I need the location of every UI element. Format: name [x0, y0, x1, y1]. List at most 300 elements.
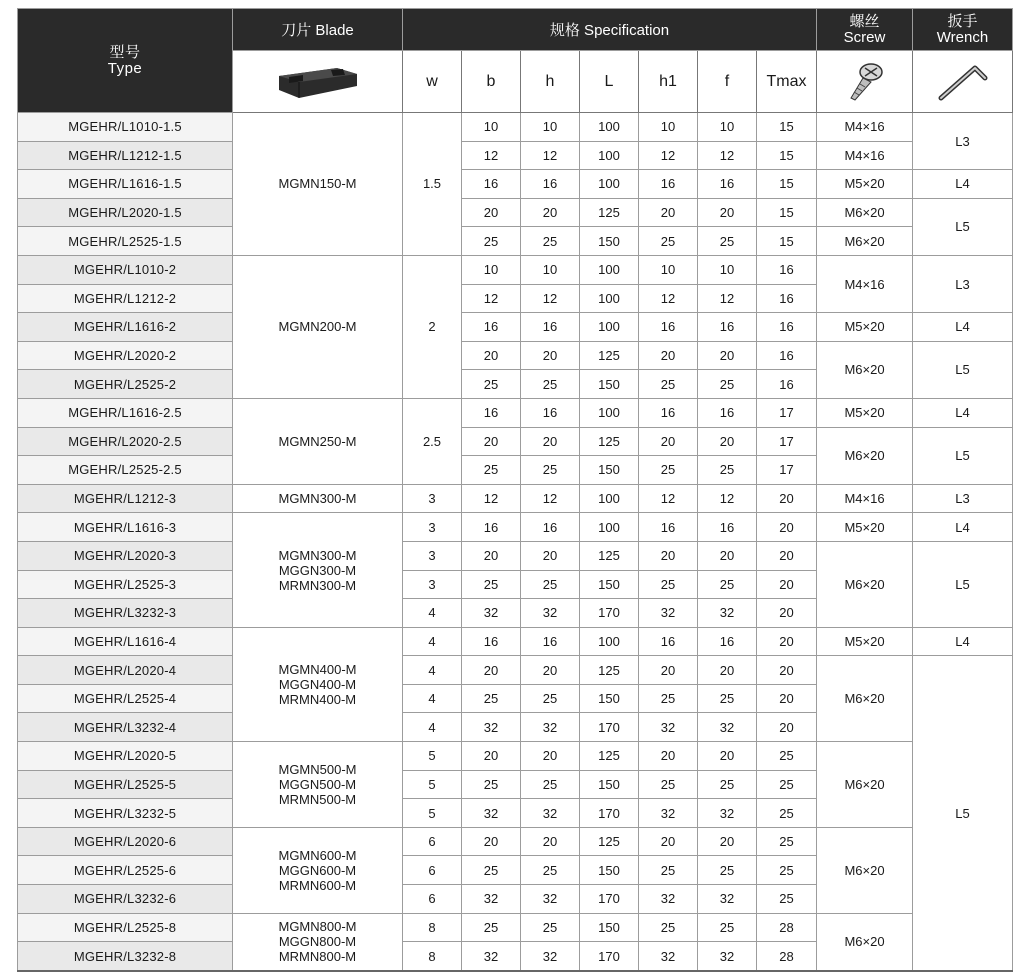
blade-cell [233, 913, 403, 971]
h-cell: 12 [521, 141, 580, 170]
f-cell: 32 [698, 885, 757, 914]
type-cell: MGEHR/L3232-4 [18, 713, 233, 742]
table-row [18, 827, 1013, 856]
f-cell: 20 [698, 827, 757, 856]
f-cell: 20 [698, 341, 757, 370]
header-screw-en: Screw [843, 28, 886, 46]
blade-cell [233, 742, 403, 828]
tmax-cell: 15 [757, 198, 817, 227]
wrench-cell: L5 [913, 198, 1013, 255]
b-cell: 16 [462, 313, 521, 342]
b-cell: 32 [462, 599, 521, 628]
wrench-cell: L4 [913, 313, 1013, 342]
blade-cell [233, 627, 403, 741]
screw-cell: M6×20 [817, 742, 913, 828]
f-cell: 25 [698, 856, 757, 885]
blade-model: MRMN500-M [278, 791, 357, 807]
l-cell: 125 [580, 656, 639, 685]
screw-cell: M4×16 [817, 255, 913, 312]
h-cell: 25 [521, 456, 580, 485]
h-cell: 16 [521, 398, 580, 427]
blade-image-cell [233, 51, 403, 113]
h1-cell: 20 [639, 427, 698, 456]
blade-model: MGMN600-M [278, 847, 357, 863]
table-row [18, 427, 1013, 456]
tmax-cell: 15 [757, 227, 817, 256]
wrench-cell: L3 [913, 255, 1013, 312]
b-cell: 25 [462, 913, 521, 942]
b-cell: 20 [462, 198, 521, 227]
f-cell: 32 [698, 599, 757, 628]
table-row [18, 913, 1013, 942]
wrench-cell: L5 [913, 541, 1013, 627]
h1-cell: 25 [639, 370, 698, 399]
f-cell: 20 [698, 427, 757, 456]
h1-cell: 32 [639, 799, 698, 828]
h1-cell: 16 [639, 170, 698, 199]
f-cell: 20 [698, 541, 757, 570]
blade-model: MGMN200-M [278, 319, 357, 335]
b-cell: 20 [462, 827, 521, 856]
type-cell: MGEHR/L3232-5 [18, 799, 233, 828]
tmax-cell: 25 [757, 742, 817, 771]
tmax-cell: 20 [757, 627, 817, 656]
type-cell: MGEHR/L1616-2 [18, 313, 233, 342]
b-cell: 25 [462, 456, 521, 485]
l-cell: 100 [580, 170, 639, 199]
blade-cell [233, 827, 403, 913]
b-cell: 32 [462, 942, 521, 971]
table-row [18, 341, 1013, 370]
type-cell: MGEHR/L2525-1.5 [18, 227, 233, 256]
h-cell: 16 [521, 170, 580, 199]
l-cell: 100 [580, 484, 639, 513]
wrench-cell: L3 [913, 113, 1013, 170]
b-cell: 20 [462, 427, 521, 456]
l-cell: 100 [580, 313, 639, 342]
type-cell: MGEHR/L2525-4 [18, 684, 233, 713]
f-cell: 25 [698, 227, 757, 256]
type-cell: MGEHR/L3232-8 [18, 942, 233, 971]
table-row [18, 113, 1013, 142]
h-cell: 16 [521, 313, 580, 342]
header-type-en: Type [107, 59, 143, 77]
tmax-cell: 17 [757, 456, 817, 485]
h1-cell: 16 [639, 513, 698, 542]
blade-cell [233, 255, 403, 398]
screw-cell: M6×20 [817, 198, 913, 227]
w-cell: 4 [403, 656, 462, 685]
b-cell: 10 [462, 255, 521, 284]
blade-cell [233, 398, 403, 484]
screw-cell: M6×20 [817, 827, 913, 913]
wrench-image-cell [913, 51, 1013, 113]
l-cell: 170 [580, 799, 639, 828]
w-cell: 5 [403, 770, 462, 799]
h1-cell: 32 [639, 599, 698, 628]
type-cell: MGEHR/L1010-2 [18, 255, 233, 284]
table-row [18, 141, 1013, 170]
w-cell: 4 [403, 684, 462, 713]
f-cell: 20 [698, 742, 757, 771]
b-cell: 32 [462, 885, 521, 914]
f-cell: 25 [698, 570, 757, 599]
blade-model: MGMN300-M [278, 547, 357, 563]
screw-cell: M6×20 [817, 227, 913, 256]
col-header-b: b [462, 51, 521, 113]
blade-model: MGGN500-M [278, 776, 357, 792]
l-cell: 100 [580, 113, 639, 142]
tmax-cell: 20 [757, 713, 817, 742]
h1-cell: 20 [639, 656, 698, 685]
wrench-cell: L4 [913, 513, 1013, 542]
f-cell: 25 [698, 770, 757, 799]
blade-model: MGGN600-M [278, 862, 357, 878]
tmax-cell: 20 [757, 656, 817, 685]
header-wrench-en: Wrench [936, 28, 989, 46]
b-cell: 20 [462, 656, 521, 685]
type-cell: MGEHR/L2525-2.5 [18, 456, 233, 485]
w-cell: 3 [403, 570, 462, 599]
type-cell: MGEHR/L2020-5 [18, 742, 233, 771]
h1-cell: 20 [639, 341, 698, 370]
h-cell: 25 [521, 370, 580, 399]
f-cell: 10 [698, 113, 757, 142]
f-cell: 32 [698, 713, 757, 742]
tmax-cell: 17 [757, 427, 817, 456]
h1-cell: 20 [639, 541, 698, 570]
header-type [18, 9, 233, 113]
type-cell: MGEHR/L2020-4 [18, 656, 233, 685]
h1-cell: 25 [639, 913, 698, 942]
l-cell: 170 [580, 885, 639, 914]
tmax-cell: 16 [757, 255, 817, 284]
w-cell: 6 [403, 885, 462, 914]
col-header-h: h [521, 51, 580, 113]
w-cell: 2.5 [403, 398, 462, 484]
h-cell: 16 [521, 513, 580, 542]
w-cell: 4 [403, 627, 462, 656]
w-cell: 3 [403, 484, 462, 513]
blade-model: MGMN300-M [278, 491, 357, 507]
blade-model: MRMN300-M [278, 577, 357, 593]
wrench-cell: L4 [913, 398, 1013, 427]
l-cell: 150 [580, 570, 639, 599]
h-cell: 32 [521, 713, 580, 742]
f-cell: 25 [698, 913, 757, 942]
w-cell: 3 [403, 541, 462, 570]
header-type-cn: 型号 [109, 43, 141, 61]
l-cell: 100 [580, 255, 639, 284]
b-cell: 16 [462, 398, 521, 427]
h1-cell: 16 [639, 398, 698, 427]
h1-cell: 32 [639, 885, 698, 914]
h-cell: 32 [521, 599, 580, 628]
tmax-cell: 20 [757, 513, 817, 542]
tmax-cell: 28 [757, 913, 817, 942]
blade-cell [233, 484, 403, 513]
type-cell: MGEHR/L2020-2.5 [18, 427, 233, 456]
type-cell: MGEHR/L2020-1.5 [18, 198, 233, 227]
type-cell: MGEHR/L1010-1.5 [18, 113, 233, 142]
b-cell: 25 [462, 856, 521, 885]
type-cell: MGEHR/L2525-6 [18, 856, 233, 885]
f-cell: 16 [698, 398, 757, 427]
type-cell: MGEHR/L1616-2.5 [18, 398, 233, 427]
screw-image-cell [817, 51, 913, 113]
h1-cell: 25 [639, 684, 698, 713]
h1-cell: 25 [639, 227, 698, 256]
type-cell: MGEHR/L1212-1.5 [18, 141, 233, 170]
f-cell: 16 [698, 627, 757, 656]
h1-cell: 32 [639, 713, 698, 742]
screw-cell: M6×20 [817, 427, 913, 484]
tmax-cell: 15 [757, 113, 817, 142]
h-cell: 10 [521, 113, 580, 142]
blade-model: MGMN500-M [278, 761, 357, 777]
col-header-w: w [403, 51, 462, 113]
wrench-cell: L5 [913, 656, 1013, 971]
l-cell: 100 [580, 398, 639, 427]
type-cell: MGEHR/L2525-2 [18, 370, 233, 399]
table-row [18, 627, 1013, 656]
l-cell: 170 [580, 942, 639, 971]
l-cell: 150 [580, 684, 639, 713]
h1-cell: 20 [639, 742, 698, 771]
type-cell: MGEHR/L2020-6 [18, 827, 233, 856]
h1-cell: 10 [639, 255, 698, 284]
table-row [18, 198, 1013, 227]
h1-cell: 20 [639, 198, 698, 227]
hex-wrench-icon [935, 60, 991, 104]
tmax-cell: 20 [757, 570, 817, 599]
f-cell: 20 [698, 656, 757, 685]
h-cell: 12 [521, 484, 580, 513]
f-cell: 32 [698, 942, 757, 971]
f-cell: 25 [698, 684, 757, 713]
tmax-cell: 25 [757, 770, 817, 799]
wrench-cell: L3 [913, 484, 1013, 513]
l-cell: 150 [580, 913, 639, 942]
f-cell: 25 [698, 456, 757, 485]
wrench-cell: L5 [913, 341, 1013, 398]
h1-cell: 16 [639, 627, 698, 656]
blade-model: MRMN600-M [278, 877, 357, 893]
h1-cell: 25 [639, 770, 698, 799]
f-cell: 16 [698, 313, 757, 342]
h-cell: 25 [521, 856, 580, 885]
b-cell: 25 [462, 227, 521, 256]
type-cell: MGEHR/L2525-3 [18, 570, 233, 599]
col-header-h1: h1 [639, 51, 698, 113]
f-cell: 12 [698, 484, 757, 513]
blade-model: MRMN400-M [278, 691, 357, 707]
table-body [18, 113, 1013, 971]
w-cell: 8 [403, 913, 462, 942]
h-cell: 12 [521, 284, 580, 313]
b-cell: 25 [462, 684, 521, 713]
table-row [18, 541, 1013, 570]
l-cell: 125 [580, 427, 639, 456]
tmax-cell: 16 [757, 341, 817, 370]
blade-cell [233, 113, 403, 256]
screw-cell: M4×16 [817, 484, 913, 513]
spec-sheet [17, 8, 1012, 972]
screw-cell: M5×20 [817, 513, 913, 542]
screw-cell: M5×20 [817, 170, 913, 199]
b-cell: 12 [462, 484, 521, 513]
col-header-f: f [698, 51, 757, 113]
h-cell: 32 [521, 942, 580, 971]
l-cell: 125 [580, 827, 639, 856]
l-cell: 125 [580, 198, 639, 227]
tmax-cell: 16 [757, 370, 817, 399]
tmax-cell: 16 [757, 284, 817, 313]
h-cell: 20 [521, 427, 580, 456]
l-cell: 100 [580, 284, 639, 313]
l-cell: 125 [580, 742, 639, 771]
l-cell: 100 [580, 627, 639, 656]
b-cell: 12 [462, 284, 521, 313]
h-cell: 25 [521, 913, 580, 942]
h-cell: 20 [521, 742, 580, 771]
b-cell: 32 [462, 713, 521, 742]
f-cell: 12 [698, 284, 757, 313]
tmax-cell: 25 [757, 885, 817, 914]
tmax-cell: 20 [757, 599, 817, 628]
h-cell: 25 [521, 570, 580, 599]
w-cell: 2 [403, 255, 462, 398]
wrench-cell: L5 [913, 427, 1013, 484]
blade-model: MGGN300-M [278, 562, 357, 578]
w-cell: 4 [403, 713, 462, 742]
type-cell: MGEHR/L3232-3 [18, 599, 233, 628]
b-cell: 10 [462, 113, 521, 142]
col-header-tmax: Tmax [757, 51, 817, 113]
table-row [18, 255, 1013, 284]
h-cell: 25 [521, 227, 580, 256]
f-cell: 16 [698, 170, 757, 199]
tmax-cell: 28 [757, 942, 817, 971]
b-cell: 25 [462, 570, 521, 599]
l-cell: 150 [580, 856, 639, 885]
f-cell: 16 [698, 513, 757, 542]
tmax-cell: 16 [757, 313, 817, 342]
w-cell: 6 [403, 856, 462, 885]
f-cell: 32 [698, 799, 757, 828]
b-cell: 25 [462, 370, 521, 399]
b-cell: 12 [462, 141, 521, 170]
b-cell: 20 [462, 742, 521, 771]
h-cell: 32 [521, 885, 580, 914]
screw-cell: M5×20 [817, 627, 913, 656]
grooving-insert-icon [275, 60, 361, 104]
l-cell: 150 [580, 456, 639, 485]
l-cell: 150 [580, 370, 639, 399]
screw-cell: M5×20 [817, 313, 913, 342]
w-cell: 6 [403, 827, 462, 856]
f-cell: 25 [698, 370, 757, 399]
h-cell: 25 [521, 684, 580, 713]
col-header-L: L [580, 51, 639, 113]
type-cell: MGEHR/L1616-3 [18, 513, 233, 542]
w-cell: 1.5 [403, 113, 462, 256]
l-cell: 150 [580, 770, 639, 799]
tmax-cell: 15 [757, 170, 817, 199]
table-row [18, 313, 1013, 342]
screw-cell: M4×16 [817, 141, 913, 170]
b-cell: 16 [462, 513, 521, 542]
w-cell: 8 [403, 942, 462, 971]
b-cell: 16 [462, 170, 521, 199]
h1-cell: 25 [639, 456, 698, 485]
h1-cell: 12 [639, 484, 698, 513]
screw-cell: M4×16 [817, 113, 913, 142]
table-row [18, 227, 1013, 256]
h1-cell: 25 [639, 856, 698, 885]
l-cell: 125 [580, 541, 639, 570]
type-cell: MGEHR/L3232-6 [18, 885, 233, 914]
h1-cell: 32 [639, 942, 698, 971]
h1-cell: 12 [639, 141, 698, 170]
table-row [18, 513, 1013, 542]
header-wrench-cn: 扳手 [947, 12, 978, 30]
table-row [18, 398, 1013, 427]
b-cell: 16 [462, 627, 521, 656]
tmax-cell: 17 [757, 398, 817, 427]
h1-cell: 20 [639, 827, 698, 856]
screw-icon [845, 60, 885, 104]
h-cell: 20 [521, 827, 580, 856]
l-cell: 170 [580, 599, 639, 628]
blade-model: MGMN800-M [278, 919, 357, 935]
w-cell: 5 [403, 799, 462, 828]
wrench-cell: L4 [913, 627, 1013, 656]
h-cell: 20 [521, 341, 580, 370]
type-cell: MGEHR/L1212-2 [18, 284, 233, 313]
header-wrench [913, 9, 1013, 51]
tmax-cell: 20 [757, 484, 817, 513]
f-cell: 12 [698, 141, 757, 170]
l-cell: 170 [580, 713, 639, 742]
blade-model: MGMN250-M [278, 433, 357, 449]
b-cell: 20 [462, 541, 521, 570]
l-cell: 125 [580, 341, 639, 370]
w-cell: 3 [403, 513, 462, 542]
h1-cell: 25 [639, 570, 698, 599]
tmax-cell: 25 [757, 827, 817, 856]
type-cell: MGEHR/L2525-8 [18, 913, 233, 942]
type-cell: MGEHR/L1616-1.5 [18, 170, 233, 199]
header-screw-cn: 螺丝 [849, 12, 880, 30]
screw-cell: M5×20 [817, 398, 913, 427]
table-row [18, 742, 1013, 771]
l-cell: 150 [580, 227, 639, 256]
screw-cell: M6×20 [817, 913, 913, 971]
table-row [18, 656, 1013, 685]
w-cell: 4 [403, 599, 462, 628]
table-row [18, 170, 1013, 199]
b-cell: 25 [462, 770, 521, 799]
tmax-cell: 25 [757, 856, 817, 885]
tmax-cell: 25 [757, 799, 817, 828]
f-cell: 10 [698, 255, 757, 284]
header-screw [817, 9, 913, 51]
type-cell: MGEHR/L1212-3 [18, 484, 233, 513]
type-cell: MGEHR/L2525-5 [18, 770, 233, 799]
tmax-cell: 15 [757, 141, 817, 170]
type-cell: MGEHR/L2020-2 [18, 341, 233, 370]
